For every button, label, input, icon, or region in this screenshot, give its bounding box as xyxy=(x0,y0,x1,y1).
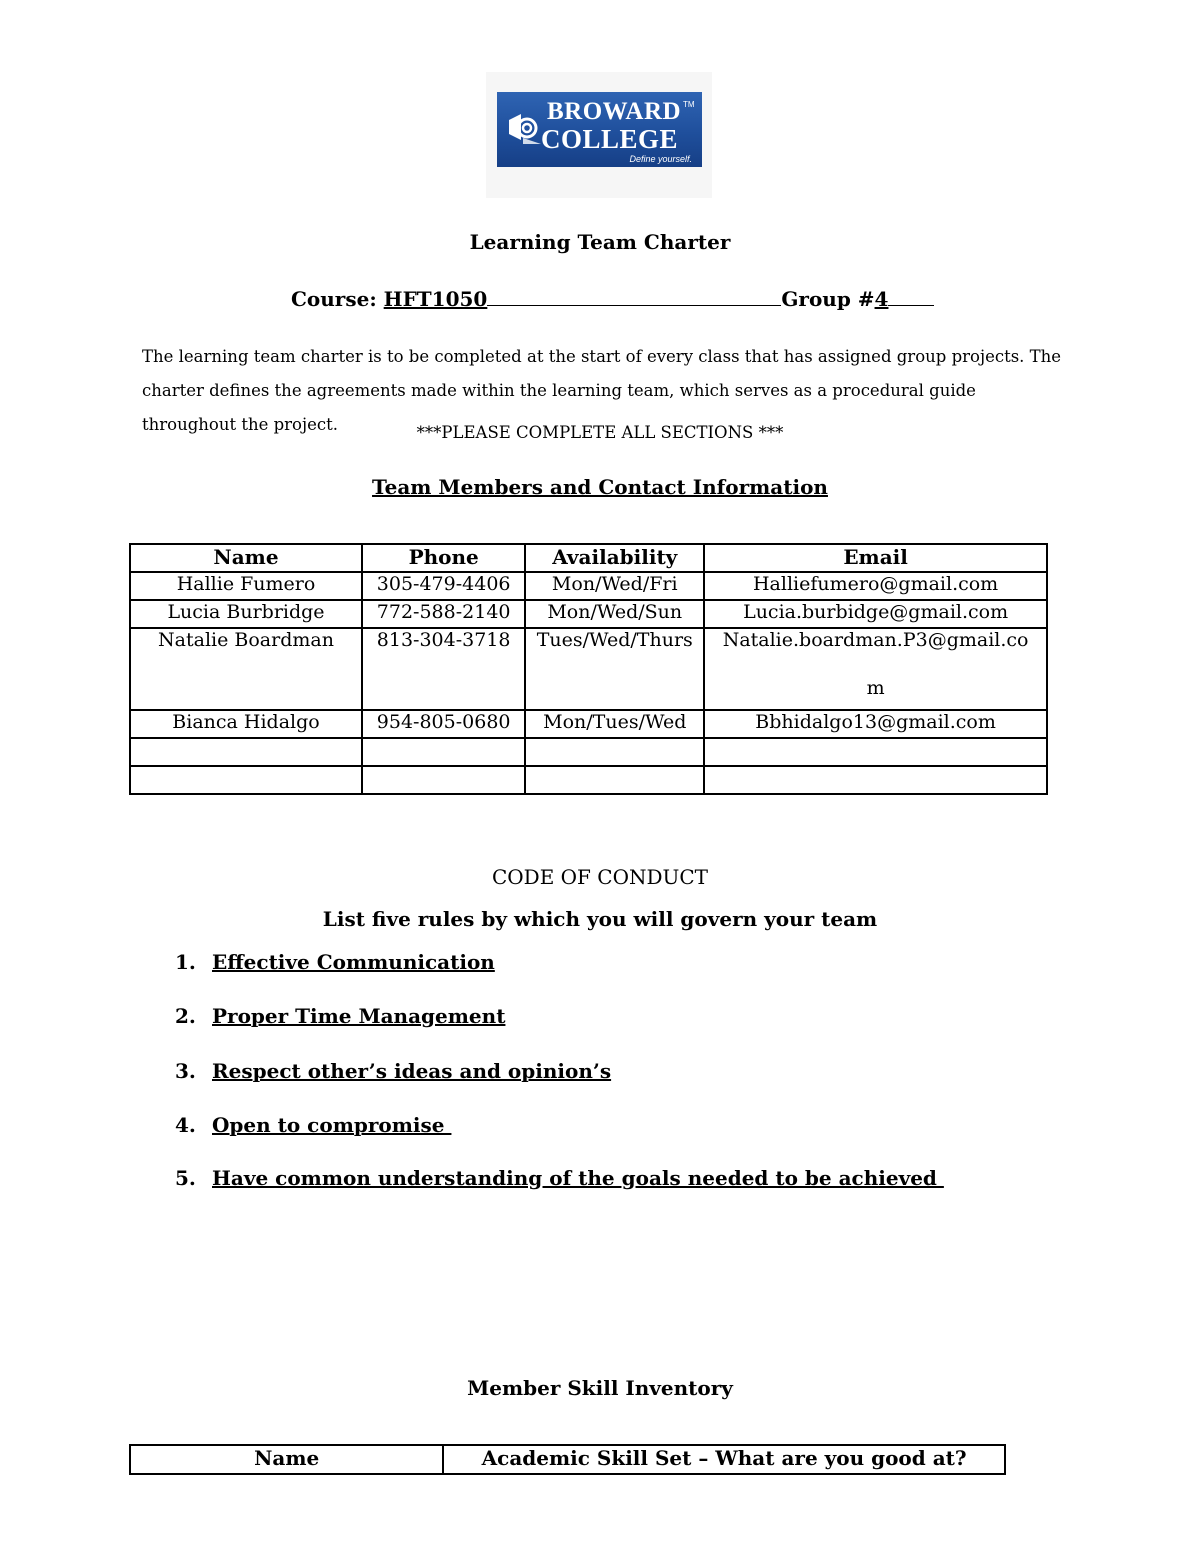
member-email-cell[interactable] xyxy=(704,628,1047,710)
empty-cell[interactable] xyxy=(362,738,525,766)
logo-tagline: Define yourself. xyxy=(629,154,692,164)
members-table xyxy=(129,543,1048,795)
empty-cell[interactable] xyxy=(525,738,704,766)
member-phone[interactable]: 813-304-3718 xyxy=(362,628,525,710)
column-header-skill-set: Academic Skill Set – What are you good at? xyxy=(443,1445,1005,1474)
member-email[interactable]: Bbhidalgo13@gmail.com xyxy=(704,710,1047,738)
rule-text[interactable]: Have common understanding of the goals needed to be achieved xyxy=(212,1166,944,1190)
column-header-name: Name xyxy=(130,1445,443,1474)
skills-header-row xyxy=(130,1445,1005,1474)
rule-text[interactable]: Respect other’s ideas and opinion’s xyxy=(212,1059,612,1083)
rule-number: 4. xyxy=(175,1113,196,1137)
skill-inventory-title: Member Skill Inventory xyxy=(467,1376,733,1400)
empty-cell[interactable] xyxy=(130,766,362,794)
rule-item xyxy=(175,950,495,974)
table-row xyxy=(130,710,1047,738)
rule-number: 3. xyxy=(175,1059,196,1083)
member-name[interactable]: Natalie Boardman xyxy=(130,628,362,710)
rule-item xyxy=(175,1059,611,1083)
group-value[interactable]: 4 xyxy=(874,287,889,311)
column-header-phone: Phone xyxy=(362,544,525,572)
member-email-wrap: m xyxy=(866,677,885,699)
rule-text[interactable]: Open to compromise xyxy=(212,1113,452,1137)
table-row xyxy=(130,628,1047,710)
member-phone[interactable]: 305-479-4406 xyxy=(362,572,525,600)
logo-text-line2: COLLEGE xyxy=(541,124,679,154)
member-availability[interactable]: Mon/Tues/Wed xyxy=(525,710,704,738)
member-availability[interactable]: Tues/Wed/Thurs xyxy=(525,628,704,710)
member-phone[interactable]: 772-588-2140 xyxy=(362,600,525,628)
group-label: Group # xyxy=(781,287,875,311)
page-title: Learning Team Charter xyxy=(469,230,731,254)
member-email[interactable]: Lucia.burbidge@gmail.com xyxy=(704,600,1047,628)
member-email[interactable]: Halliefumero@gmail.com xyxy=(704,572,1047,600)
rule-item xyxy=(175,1113,451,1137)
rule-number: 2. xyxy=(175,1004,196,1028)
college-emblem-icon xyxy=(505,108,543,146)
group-blank-line xyxy=(888,287,934,306)
table-row xyxy=(130,600,1047,628)
member-name[interactable]: Lucia Burbridge xyxy=(130,600,362,628)
broward-college-logo xyxy=(497,92,702,167)
empty-table-row xyxy=(130,766,1047,794)
empty-cell[interactable] xyxy=(130,738,362,766)
conduct-subtitle: List five rules by which you will govern your team xyxy=(322,907,878,931)
course-value[interactable]: HFT1050 xyxy=(383,287,488,311)
column-header-availability: Availability xyxy=(525,544,704,572)
member-phone[interactable]: 954-805-0680 xyxy=(362,710,525,738)
rule-number: 5. xyxy=(175,1166,196,1190)
members-heading: Team Members and Contact Information xyxy=(372,475,828,499)
rule-item xyxy=(175,1004,505,1028)
course-label: Course: xyxy=(291,287,384,311)
logo-text-line1: BROWARD xyxy=(547,98,682,125)
rule-text[interactable]: Proper Time Management xyxy=(212,1004,506,1028)
complete-all-notice: ***PLEASE COMPLETE ALL SECTIONS *** xyxy=(416,423,784,442)
intro-paragraph: The learning team charter is to be completed at the start of every class that has assigned group projects. The charter defines the agreements made within the learning team, which serves as a procedural guide throughout the project. xyxy=(142,347,1062,434)
empty-cell[interactable] xyxy=(704,738,1047,766)
conduct-title: CODE OF CONDUCT xyxy=(491,865,709,889)
course-blank-line xyxy=(487,287,781,306)
column-header-email: Email xyxy=(704,544,1047,572)
member-name[interactable]: Hallie Fumero xyxy=(130,572,362,600)
member-email: Natalie.boardman.P3@gmail.co xyxy=(722,629,1029,651)
empty-table-row xyxy=(130,738,1047,766)
rule-item xyxy=(175,1166,944,1190)
table-row xyxy=(130,572,1047,600)
member-name[interactable]: Bianca Hidalgo xyxy=(130,710,362,738)
rule-text[interactable]: Effective Communication xyxy=(212,950,495,974)
member-availability[interactable]: Mon/Wed/Sun xyxy=(525,600,704,628)
members-header-row xyxy=(130,544,1047,572)
logo-trademark: TM xyxy=(683,100,695,109)
column-header-name: Name xyxy=(130,544,362,572)
empty-cell[interactable] xyxy=(362,766,525,794)
member-availability[interactable]: Mon/Wed/Fri xyxy=(525,572,704,600)
empty-cell[interactable] xyxy=(525,766,704,794)
empty-cell[interactable] xyxy=(704,766,1047,794)
skills-table xyxy=(129,1444,1006,1475)
rule-number: 1. xyxy=(175,950,196,974)
course-group-line xyxy=(291,287,934,311)
